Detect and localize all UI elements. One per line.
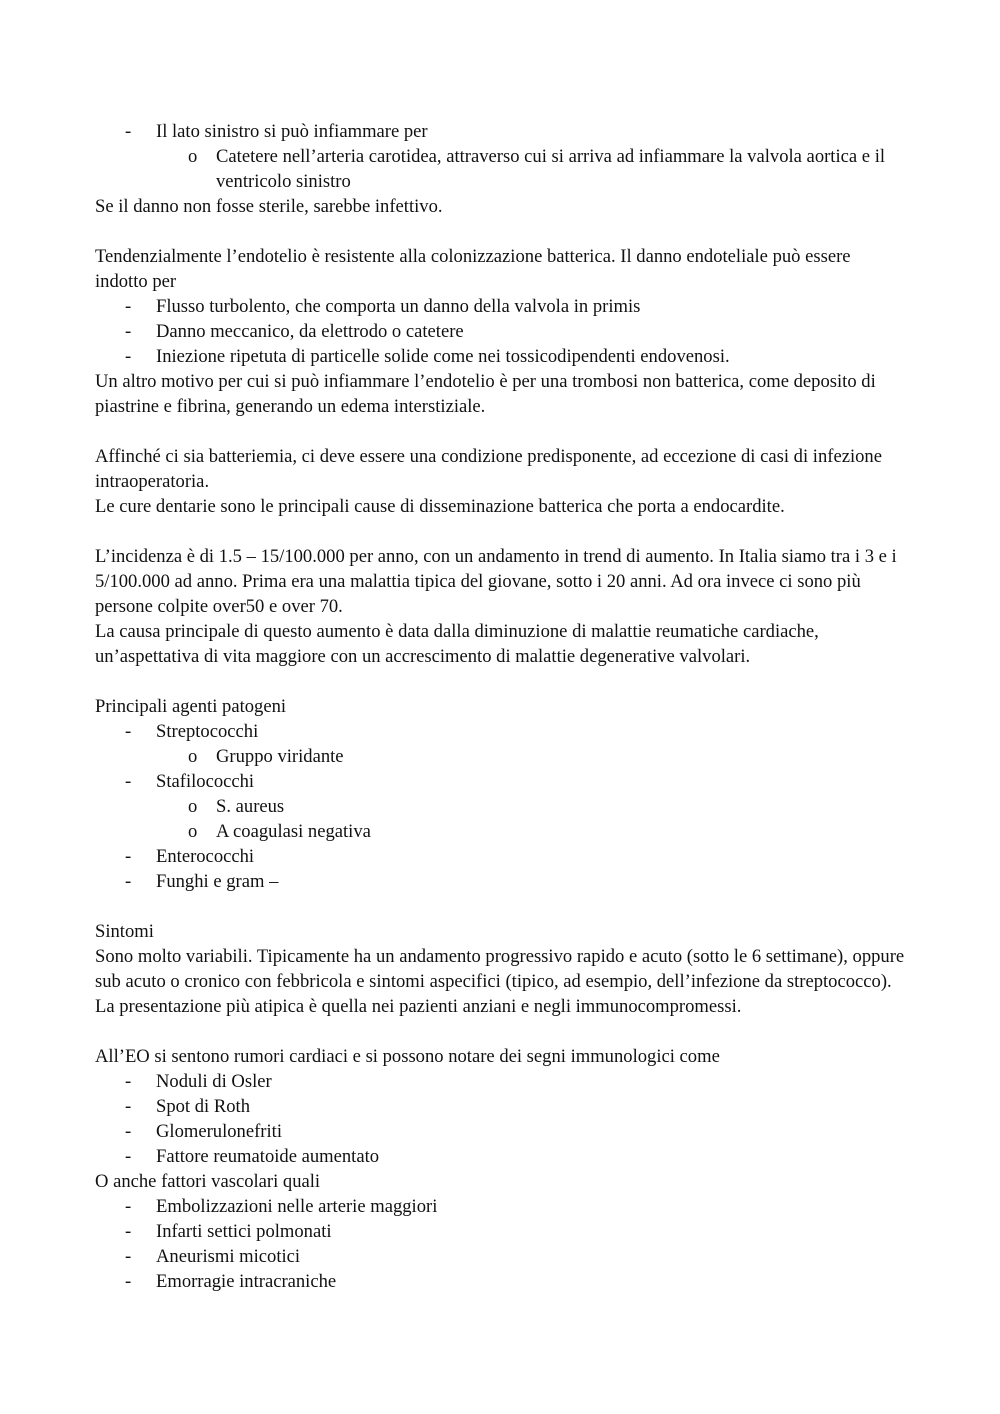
dash-bullet: - xyxy=(125,296,132,317)
circle-bullet: o xyxy=(188,821,198,842)
dash-bullet: - xyxy=(125,1221,132,1242)
list-item-text: Fattore reumatoide aumentato xyxy=(156,1146,380,1167)
dash-bullet: - xyxy=(125,1146,132,1167)
list-item xyxy=(95,869,905,894)
dash-bullet: - xyxy=(125,771,132,792)
list-item-text: Aneurismi micotici xyxy=(156,1246,301,1267)
dash-bullet: - xyxy=(125,121,132,142)
list-item-text: Iniezione ripetuta di particelle solide come nei tossicodipendenti endovenosi. xyxy=(156,346,730,367)
paragraph: O anche fattori vascolari quali xyxy=(95,1171,321,1192)
sub-list-item xyxy=(95,744,905,769)
paragraph: La causa principale di questo aumento è data dalla diminuzione di malattie reumatiche cardiache, un’aspettativa di vita maggiore con un accrescimento di malattie degenerative valvolari. xyxy=(95,621,819,667)
list-item xyxy=(95,769,905,794)
paragraph-gap xyxy=(95,519,905,544)
dash-bullet: - xyxy=(125,1096,132,1117)
dash-bullet: - xyxy=(125,1271,132,1292)
section-heading: Principali agenti patogeni xyxy=(95,696,287,717)
paragraph-gap xyxy=(95,1019,905,1044)
paragraph: Sono molto variabili. Tipicamente ha un andamento progressivo rapido e acuto (sotto le 6 settimane), oppure sub acuto o cronico con febbricola e sintomi aspecifici (tipico, ad esempio, dell’infezione da streptococco). xyxy=(95,946,905,992)
list-item xyxy=(95,1094,905,1119)
list-item xyxy=(95,1194,905,1219)
page-content xyxy=(95,119,905,1294)
list-item-text: Infarti settici polmonati xyxy=(156,1221,332,1242)
list-item-text: Enterococchi xyxy=(156,846,255,867)
list-item xyxy=(95,294,905,319)
paragraph: Le cure dentarie sono le principali cause di disseminazione batterica che porta a endocardite. xyxy=(95,496,785,517)
list-item-text: Flusso turbolento, che comporta un danno della valvola in primis xyxy=(156,296,641,317)
paragraph: Se il danno non fosse sterile, sarebbe infettivo. xyxy=(95,196,443,217)
list-item xyxy=(95,344,905,369)
paragraph: La presentazione più atipica è quella nei pazienti anziani e negli immunocompromessi. xyxy=(95,996,742,1017)
list-item-text: Emorragie intracraniche xyxy=(156,1271,337,1292)
sub-list-item xyxy=(95,794,905,819)
list-item xyxy=(95,844,905,869)
list-item xyxy=(95,1069,905,1094)
paragraph-gap xyxy=(95,669,905,694)
dash-bullet: - xyxy=(125,871,132,892)
list-item xyxy=(95,1219,905,1244)
dash-bullet: - xyxy=(125,1071,132,1092)
circle-bullet: o xyxy=(188,146,198,167)
dash-bullet: - xyxy=(125,346,132,367)
paragraph: L’incidenza è di 1.5 – 15/100.000 per anno, con un andamento in trend di aumento. In Italia siamo tra i 3 e i 5/100.000 ad anno. Prima era una malattia tipica del giovane, sotto i 20 anni. Ad ora invece ci sono più persone colpite over50 e over 70. xyxy=(95,546,897,617)
dash-bullet: - xyxy=(125,1196,132,1217)
list-item-text: Streptococchi xyxy=(156,721,259,742)
circle-bullet: o xyxy=(188,796,198,817)
paragraph: Tendenzialmente l’endotelio è resistente alla colonizzazione batterica. Il danno endoteliale può essere indotto per xyxy=(95,246,851,292)
sub-list-item-text: Gruppo viridante xyxy=(216,746,344,767)
sub-list-item-text: S. aureus xyxy=(216,796,285,817)
dash-bullet: - xyxy=(125,721,132,742)
paragraph-gap xyxy=(95,219,905,244)
sub-list-item xyxy=(95,144,905,194)
list-item xyxy=(95,1244,905,1269)
paragraph-gap xyxy=(95,419,905,444)
dash-bullet: - xyxy=(125,321,132,342)
circle-bullet: o xyxy=(188,746,198,767)
section-heading: Sintomi xyxy=(95,921,154,942)
list-item-text: Danno meccanico, da elettrodo o catetere xyxy=(156,321,464,342)
paragraph: Un altro motivo per cui si può infiammare l’endotelio è per una trombosi non batterica, come deposito di piastrine e fibrina, generando un edema interstiziale. xyxy=(95,371,876,417)
list-item xyxy=(95,1269,905,1294)
list-item-text: Funghi e gram – xyxy=(156,871,279,892)
list-item-text: Glomerulonefriti xyxy=(156,1121,282,1142)
list-item xyxy=(95,719,905,744)
dash-bullet: - xyxy=(125,846,132,867)
dash-bullet: - xyxy=(125,1246,132,1267)
list-item xyxy=(95,1144,905,1169)
paragraph-gap xyxy=(95,894,905,919)
list-item-text: Embolizzazioni nelle arterie maggiori xyxy=(156,1196,438,1217)
list-item-text: Stafilococchi xyxy=(156,771,255,792)
list-item-text: Spot di Roth xyxy=(156,1096,251,1117)
paragraph: All’EO si sentono rumori cardiaci e si possono notare dei segni immunologici come xyxy=(95,1046,720,1067)
sub-list-item xyxy=(95,819,905,844)
sub-list-item-text: A coagulasi negativa xyxy=(216,821,371,842)
list-item xyxy=(95,119,905,144)
list-item-text: Il lato sinistro si può infiammare per xyxy=(156,121,428,142)
sub-list-item-text: Catetere nell’arteria carotidea, attraverso cui si arriva ad infiammare la valvola aortica e il ventricolo sinistro xyxy=(216,146,886,192)
list-item xyxy=(95,319,905,344)
list-item-text: Noduli di Osler xyxy=(156,1071,272,1092)
paragraph: Affinché ci sia batteriemia, ci deve essere una condizione predisponente, ad eccezione di casi di infezione intraoperatoria. xyxy=(95,446,882,492)
dash-bullet: - xyxy=(125,1121,132,1142)
list-item xyxy=(95,1119,905,1144)
